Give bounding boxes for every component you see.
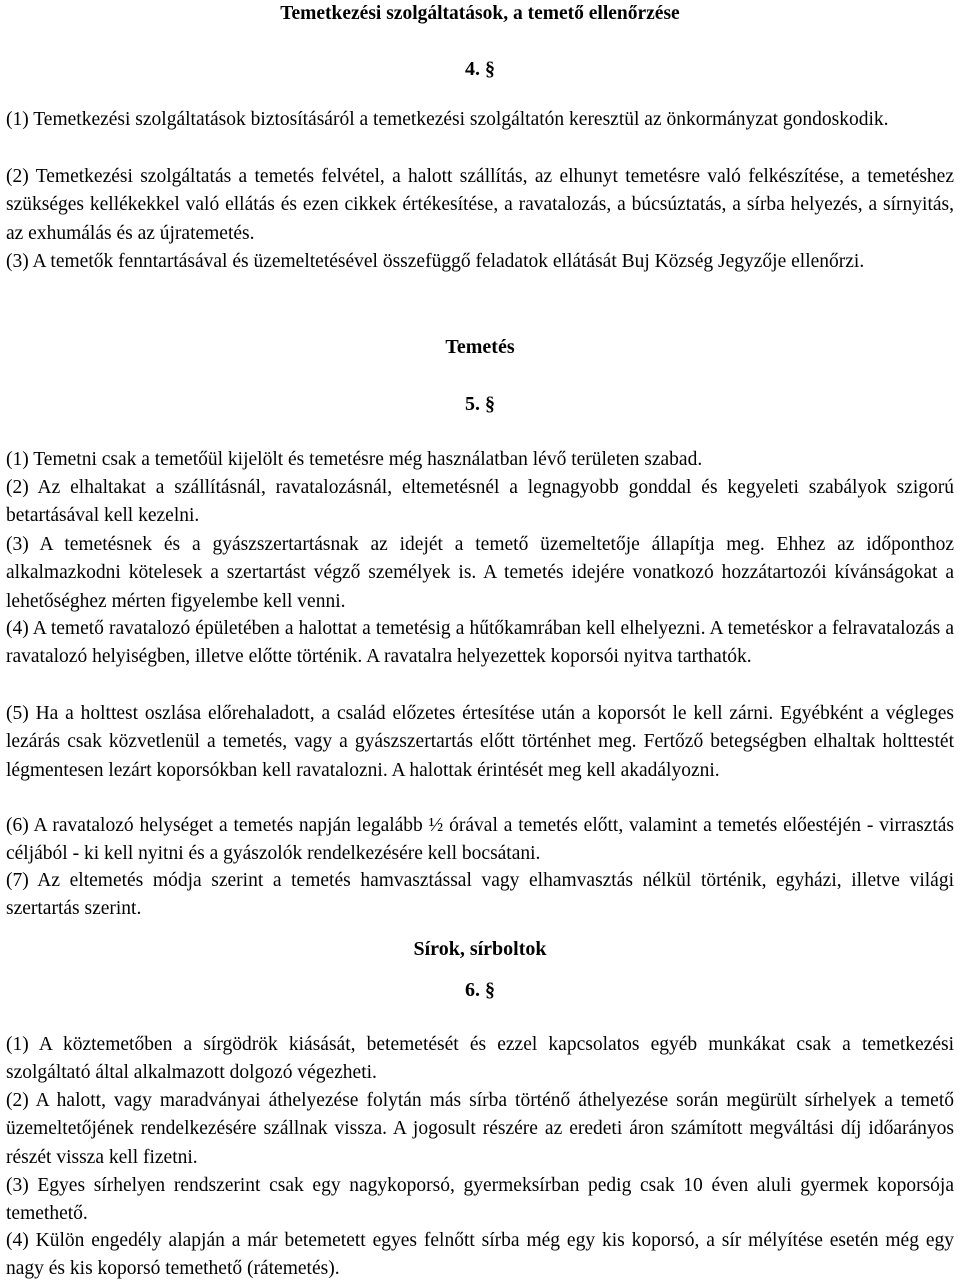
paragraph: (3) A temetésnek és a gyászszertartásnak az idejét a temető üzemeltetője állapítja meg. Ehhez az időponthoz alkalmazkodni kötelesek a szertartást végző személyek is. A temetés idejére vonatkozó hozzátartozói kívánságokat a lehetőséghez mérten figyelembe kell venni. xyxy=(6,534,954,612)
paragraph: (3) A temetők fenntartásával és üzemeltetésével összefüggő feladatok ellátását Buj Község Jegyzője ellenőrzi. xyxy=(6,251,865,272)
paragraph: (7) Az eltemetés módja szerint a temetés hamvasztással vagy elhamvasztás nélkül történik, egyházi, illetve világi szertartás szerint. xyxy=(6,870,954,920)
section-number: 6. § xyxy=(465,979,495,1001)
paragraph: (6) A ravatalozó helységet a temetés napján legalább ½ órával a temetés előtt, valamint a temetés előestéjén - virrasztás céljából - ki kell nyitni és a gyászolók rendelkezésére kell bocsátani. xyxy=(6,815,954,865)
paragraph: (4) Külön engedély alapján a már betemetett egyes felnőtt sírba még egy kis koporsó, a sír mélyítése esetén még egy nagy és kis koporsó temethető (rátemetés). xyxy=(6,1230,954,1280)
section-number: 5. § xyxy=(465,393,495,415)
paragraph: (4) A temető ravatalozó épületében a halottat a temetésig a hűtőkamrában kell elhelyezni. A temetéskor a felravatalozás a ravatalozó helyiségben, illetve előtte történik. A ravatalra helyezettek koporsói nyitva tarthatók. xyxy=(6,618,954,668)
paragraph: (5) Ha a holttest oszlása előrehaladott, a család előzetes értesítése után a koporsót le kell zárni. Egyébként a végleges lezárás csak közvetlenül a temetés, vagy a gyászszertartás előtt történhet meg. Fertőző betegségben elhaltak holttestét légmentesen lezárt koporsókban kell ravatalozni. A halottak érintését meg kell akadályozni. xyxy=(6,703,954,781)
document-title: Temetkezési szolgáltatások, a temető ellenőrzése xyxy=(280,3,680,24)
paragraph: (2) Az elhaltakat a szállításnál, ravatalozásnál, eltemetésnél a legnagyobb gonddal és kegyeleti szabályok szigorú betartásával kell kezelni. xyxy=(6,477,954,527)
section-number: 4. § xyxy=(465,58,495,80)
section-heading: Sírok, sírboltok xyxy=(413,938,547,960)
paragraph: (1) Temetni csak a temetőül kijelölt és temetésre még használatban lévő területen szabad. xyxy=(6,449,703,470)
paragraph: (1) Temetkezési szolgáltatások biztosításáról a temetkezési szolgáltatón keresztül az önkormányzat gondoskodik. xyxy=(6,109,889,130)
paragraph: (2) Temetkezési szolgáltatás a temetés felvétel, a halott szállítás, az elhunyt temetésre való felkészítése, a temetéshez szükséges kellékekkel való ellátás és ezen cikkek értékesítése, a ravatalozás, a búcsúztatás, a sírba helyezés, a sírnyitás, az exhumálás és az újratemetés. xyxy=(6,166,954,244)
section-heading: Temetés xyxy=(445,336,515,358)
paragraph: (1) A köztemetőben a sírgödrök kiásását, betemetését és ezzel kapcsolatos egyéb munkákat csak a temetkezési szolgáltató által alkalmazott dolgozó végezheti. xyxy=(6,1034,954,1084)
paragraph: (3) Egyes sírhelyen rendszerint csak egy nagykoporsó, gyermeksírban pedig csak 10 éven aluli gyermek koporsója temethető. xyxy=(6,1175,954,1225)
paragraph: (2) A halott, vagy maradványai áthelyezése folytán más sírba történő áthelyezése során megürült sírhelyek a temető üzemeltetőjének rendelkezésére szállnak vissza. A jogosult részére az eredeti áron számított megváltási díj időarányos részét vissza kell fizetni. xyxy=(6,1090,954,1168)
